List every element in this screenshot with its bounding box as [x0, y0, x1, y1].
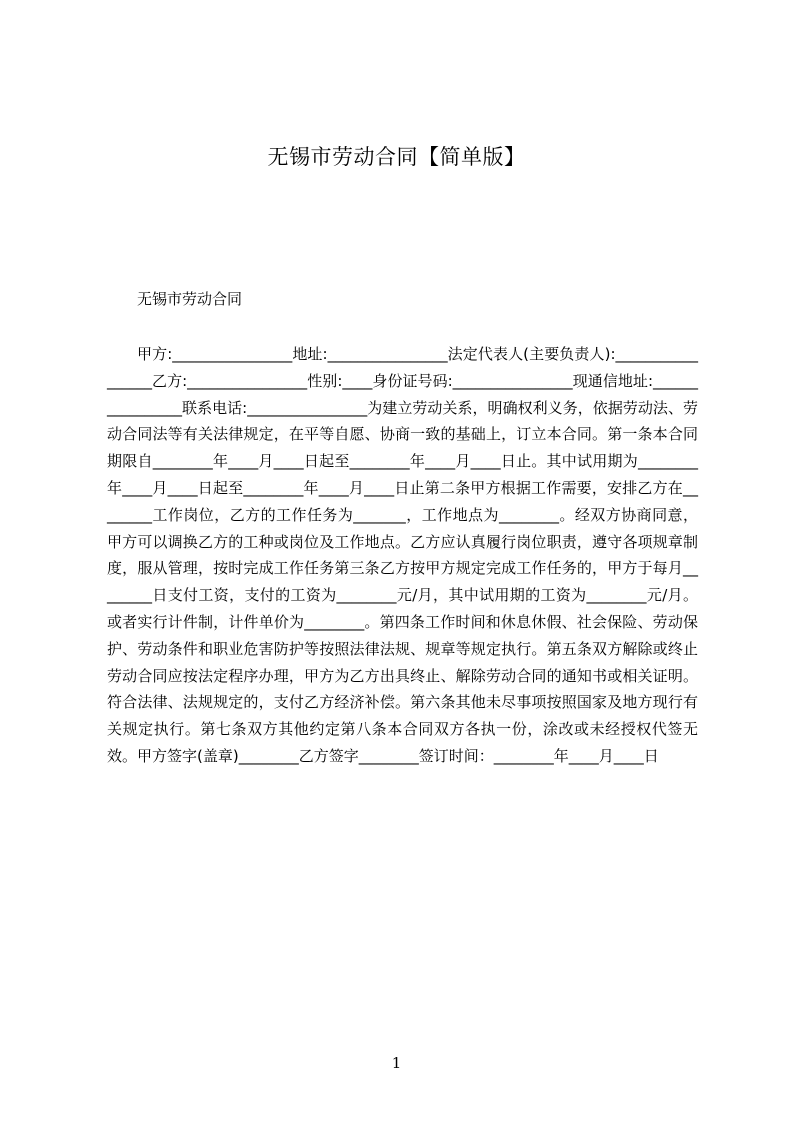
- document-subtitle: 无锡市劳动合同: [137, 290, 243, 308]
- contract-body: 甲方:________________地址:________________法定代表人(主要负责人):_________________乙方:________________性别:____身份证号码:________________现通信地址:________________联系电话:________________为建立劳动关系，明确权利义务，依据劳动法、劳动合同法等有关法律规定，在平等自愿、协商一致的基础上，订立本合同。第一条本合同期限自________年____月____日起至________年____月____日止。其中试用期为________年____月____日起至________年____月____日止第二条甲方根据工作需要，安排乙方在________工作岗位，乙方的工作任务为_______，工作地点为________。经双方协商同意，甲方可以调换乙方的工种或岗位及工作地点。乙方应认真履行岗位职责，遵守各项规章制度，服从管理，按时完成工作任务第三条乙方按甲方规定完成工作任务的，甲方于每月________日支付工资，支付的工资为________元/月，其中试用期的工资为________元/月。或者实行计件制，计件单价为________。第四条工作时间和休息休假、社会保险、劳动保护、劳动条件和职业危害防护等按照法律法规、规章等规定执行。第五条双方解除或终止劳动合同应按法定程序办理，甲方为乙方出具终止、解除劳动合同的通知书或相关证明。符合法律、法规规定的，支付乙方经济补偿。第六条其他未尽事项按照国家及地方现行有关规定执行。第七条双方其他约定第八条本合同双方各执一份，涂改或未经授权代签无效。甲方签字(盖章)________乙方签字________签订时间：________年____月____日: [107, 345, 698, 765]
- document-title: 无锡市劳动合同【简单版】: [267, 145, 526, 169]
- page-number: 1: [391, 1054, 402, 1072]
